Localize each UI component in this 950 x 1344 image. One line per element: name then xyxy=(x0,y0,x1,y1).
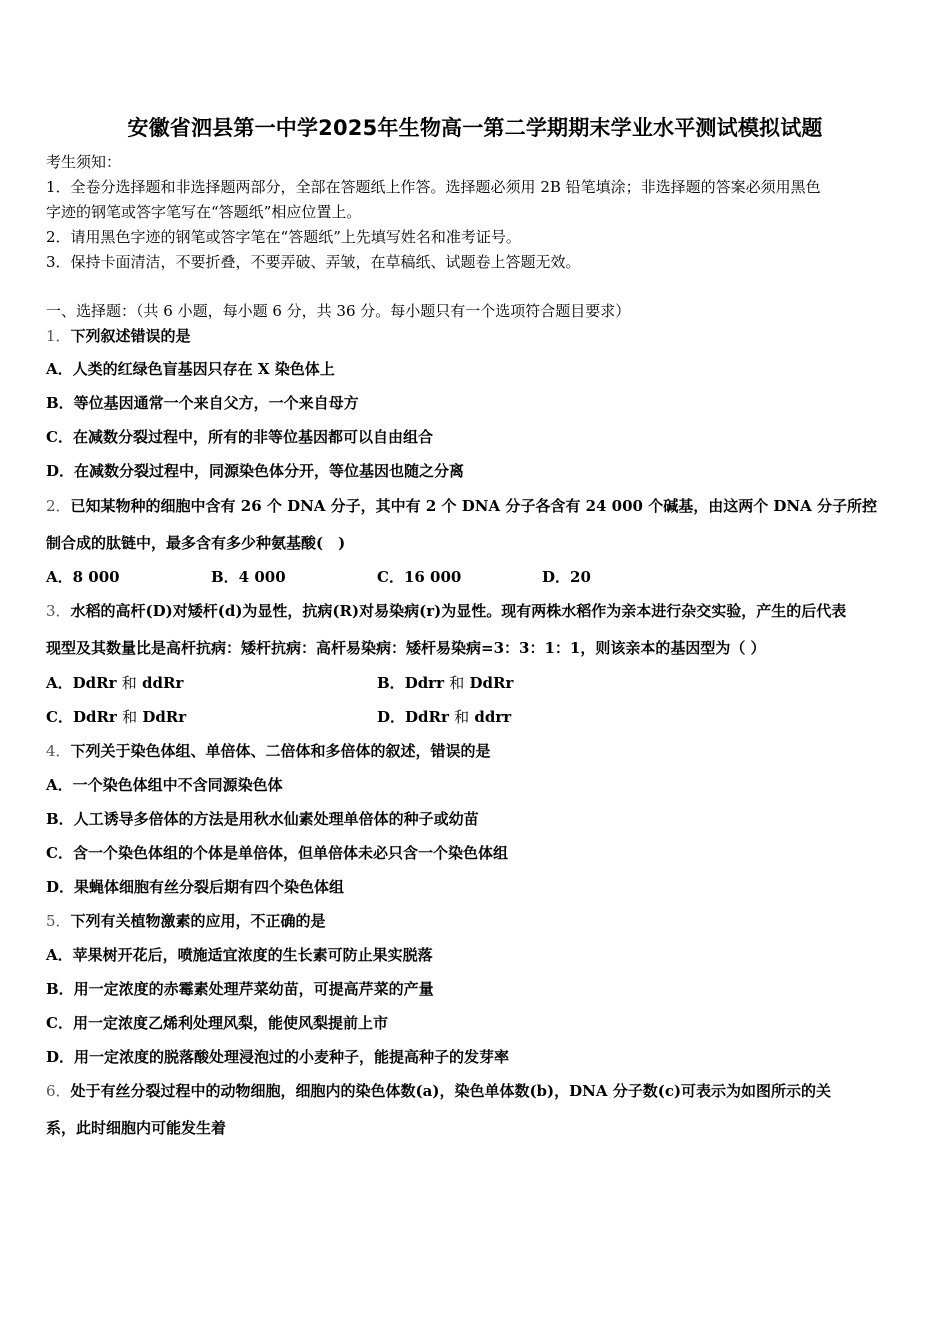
genotype: Ddrr xyxy=(404,674,444,692)
question-text: 已知某物种的细胞中含有 26 个 DNA 分子，其中有 2 个 DNA 分子各含有 24 000 个碱基，由这两个 DNA 分子所控 xyxy=(70,497,878,515)
question-number: 1． xyxy=(46,327,71,345)
conjunction: 和 xyxy=(121,674,137,692)
q2-option-d: D．20 xyxy=(542,568,591,586)
question-text: 水稻的高杆(D)对矮杆(d)为显性，抗病(R)对易染病(r)为显性。现有两株水稻作为亲本进行杂交实验，产生的后代表 xyxy=(70,602,847,620)
q4-option-a: A．一个染色体组中不含同源染色体 xyxy=(46,776,283,794)
q5-option-d: D．用一定浓度的脱落酸处理浸泡过的小麦种子，能提高种子的发芽率 xyxy=(46,1048,510,1066)
question-2-stem xyxy=(46,496,877,516)
genotype: DdRr xyxy=(469,674,514,692)
genotype: DdRr xyxy=(72,674,117,692)
question-3-stem-cont: 现型及其数量比是高杆抗病：矮杆抗病：高杆易染病：矮杆易染病=3：3：1：1，则该亲本的基因型为（ ） xyxy=(46,639,766,657)
q2-option-a: A．8 000 xyxy=(46,568,120,586)
question-4-stem xyxy=(46,741,491,761)
option-letter: C． xyxy=(46,708,73,726)
section-heading: 一、选择题：（共 6 小题，每小题 6 分，共 36 分。每小题只有一个选项符合题目要求） xyxy=(46,302,631,320)
q2-option-c: C．16 000 xyxy=(377,568,462,586)
q1-option-a: A．人类的红绿色盲基因只存在 X 染色体上 xyxy=(46,360,335,378)
q3-option-b xyxy=(377,673,513,693)
genotype: ddrr xyxy=(474,708,512,726)
question-3-stem xyxy=(46,601,846,621)
question-number: 5． xyxy=(46,912,71,930)
option-letter: A． xyxy=(46,674,73,692)
option-letter: B． xyxy=(377,674,405,692)
notice-heading: 考生须知： xyxy=(46,153,122,171)
question-6-stem xyxy=(46,1081,831,1101)
q3-option-c xyxy=(46,707,186,727)
genotype: DdRr xyxy=(142,708,187,726)
question-text: 下列关于染色体组、单倍体、二倍体和多倍体的叙述，错误的是 xyxy=(70,742,491,760)
q4-option-d: D．果蝇体细胞有丝分裂后期有四个染色体组 xyxy=(46,878,345,896)
q3-option-d xyxy=(377,707,511,727)
option-letter: D． xyxy=(377,708,406,726)
conjunction: 和 xyxy=(454,708,470,726)
question-number: 2． xyxy=(46,497,71,515)
question-6-stem-cont: 系，此时细胞内可能发生着 xyxy=(46,1119,227,1137)
notice-line-3: 3．保持卡面清洁，不要折叠，不要弄破、弄皱，在草稿纸、试题卷上答题无效。 xyxy=(46,253,581,271)
q4-option-c: C．含一个染色体组的个体是单倍体，但单倍体未必只含一个染色体组 xyxy=(46,844,508,862)
genotype: DdRr xyxy=(72,708,117,726)
q1-option-b: B．等位基因通常一个来自父方，一个来自母方 xyxy=(46,394,359,412)
q2-option-b: B．4 000 xyxy=(211,568,286,586)
notice-line-1a: 1．全卷分选择题和非选择题两部分，全部在答题纸上作答。选择题必须用 2B 铅笔填涂；非选择题的答案必须用黑色 xyxy=(46,178,821,196)
question-1-stem xyxy=(46,326,191,346)
q5-option-b: B．用一定浓度的赤霉素处理芹菜幼苗，可提高芹菜的产量 xyxy=(46,980,434,998)
notice-line-1b: 字迹的钢笔或答字笔写在“答题纸”相应位置上。 xyxy=(46,203,362,221)
q5-option-c: C．用一定浓度乙烯利处理风梨，能使风梨提前上市 xyxy=(46,1014,388,1032)
question-number: 6． xyxy=(46,1082,71,1100)
q3-option-a xyxy=(46,673,183,693)
conjunction: 和 xyxy=(449,674,465,692)
genotype: ddRr xyxy=(142,674,184,692)
conjunction: 和 xyxy=(122,708,138,726)
question-text: 下列叙述错误的是 xyxy=(70,327,191,345)
question-5-stem xyxy=(46,911,326,931)
question-number: 3． xyxy=(46,602,71,620)
question-text: 下列有关植物激素的应用，不正确的是 xyxy=(70,912,326,930)
question-2-stem-cont: 制合成的肽链中，最多含有多少种氨基酸( ) xyxy=(46,534,346,552)
q1-option-c: C．在减数分裂过程中，所有的非等位基因都可以自由组合 xyxy=(46,428,433,446)
q5-option-a: A．苹果树开花后，喷施适宜浓度的生长素可防止果实脱落 xyxy=(46,946,433,964)
notice-line-2: 2．请用黑色字迹的钢笔或答字笔在“答题纸”上先填写姓名和准考证号。 xyxy=(46,228,521,246)
question-number: 4． xyxy=(46,742,71,760)
page-title: 安徽省泗县第一中学2025年生物高一第二学期期末学业水平测试模拟试题 xyxy=(127,116,823,140)
question-text: 处于有丝分裂过程中的动物细胞，细胞内的染色体数(a)，染色单体数(b)，DNA 分子数(c)可表示为如图所示的关 xyxy=(70,1082,832,1100)
genotype: DdRr xyxy=(405,708,449,726)
q1-option-d: D．在减数分裂过程中，同源染色体分开，等位基因也随之分离 xyxy=(46,462,465,480)
q4-option-b: B．人工诱导多倍体的方法是用秋水仙素处理单倍体的种子或幼苗 xyxy=(46,810,479,828)
